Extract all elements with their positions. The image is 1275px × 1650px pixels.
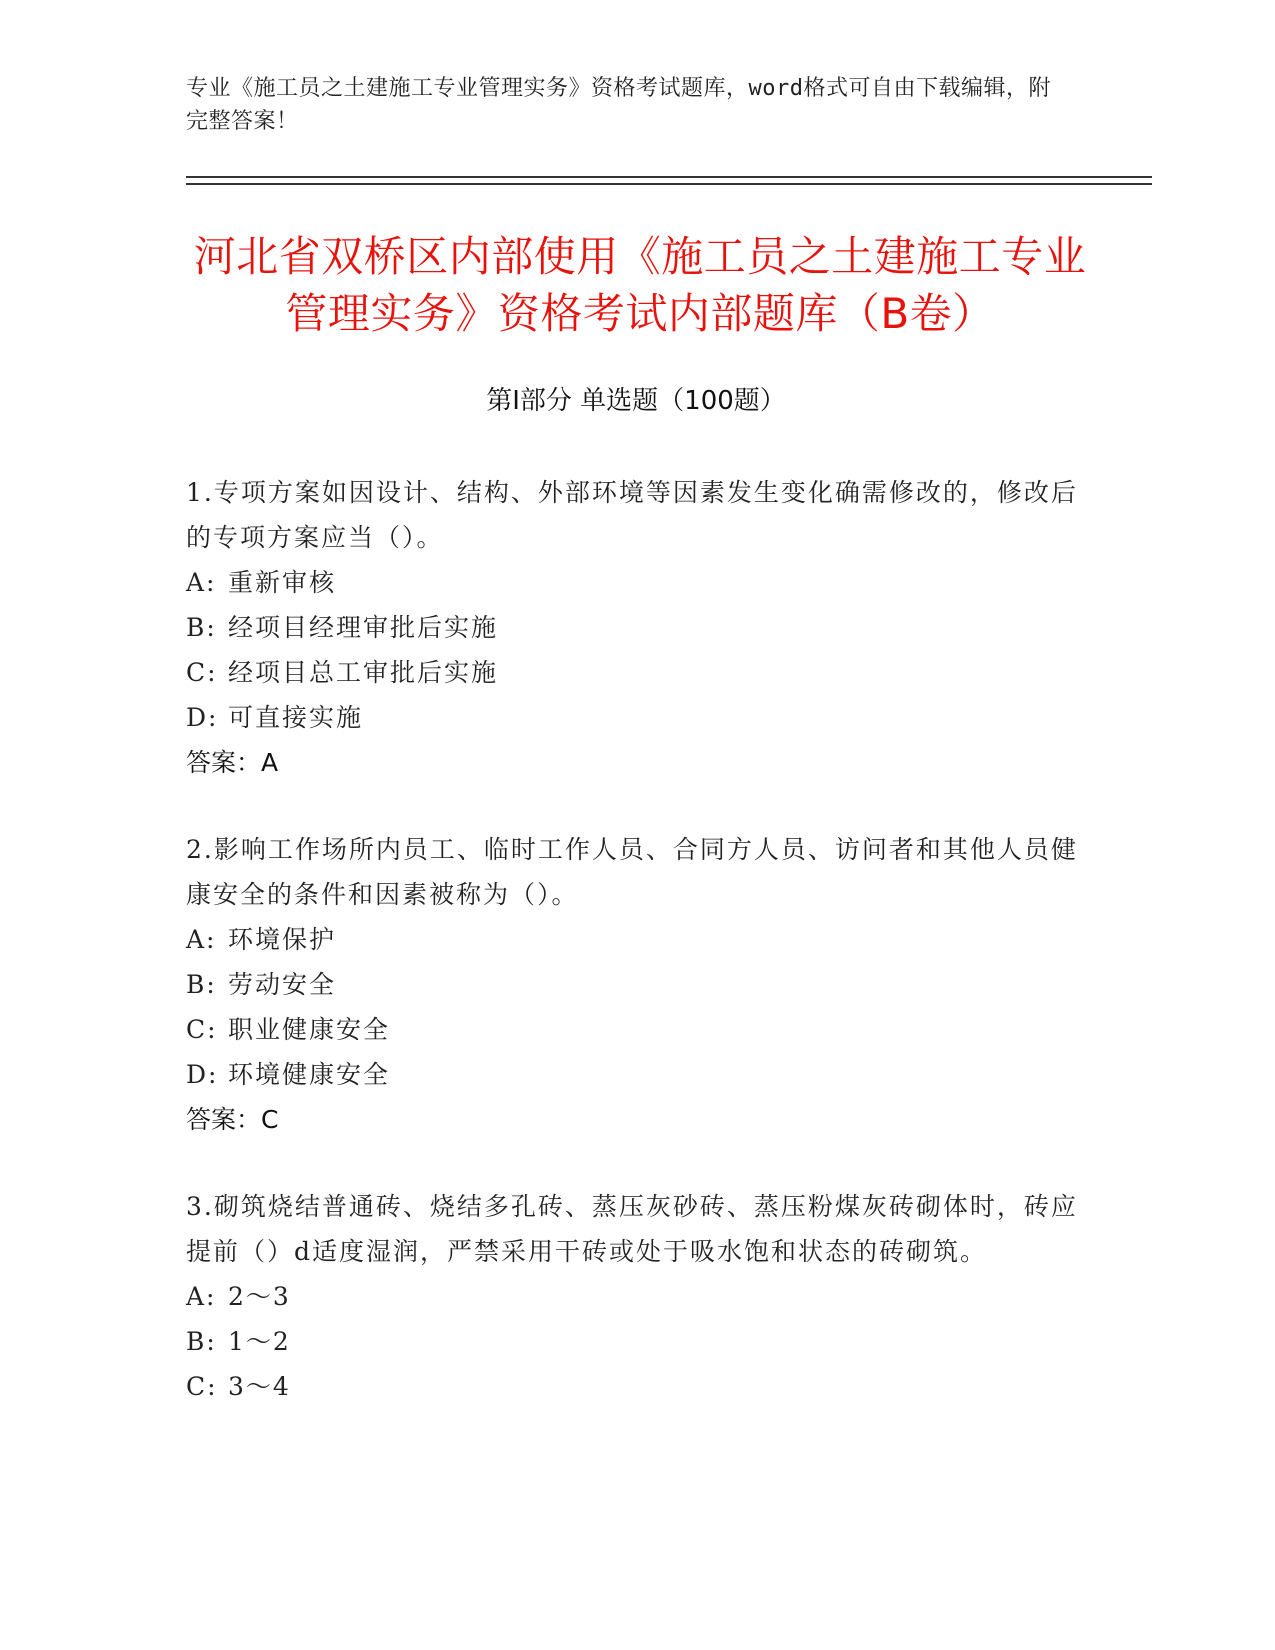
option-b	[186, 962, 1086, 1007]
option-a	[186, 1274, 1086, 1319]
document-title: 河北省双桥区内部使用《施工员之土建施工专业管理实务》资格考试内部题库（B卷）	[193, 232, 1087, 338]
question-1	[186, 470, 1086, 785]
option-text: 职业健康安全	[228, 1015, 391, 1044]
header-divider-top	[186, 176, 1152, 178]
question-stem: 1.专项方案如因设计、结构、外部环境等因素发生变化确需修改的，修改后的专项方案应当（）。	[186, 478, 1078, 552]
option-key: A:	[186, 925, 217, 954]
option-key: A:	[186, 1282, 217, 1311]
header-note: 专业《施工员之土建施工专业管理实务》资格考试题库，word格式可自由下载编辑，附完整答案！	[186, 76, 1051, 134]
option-text: 环境健康安全	[228, 1060, 391, 1089]
option-d	[186, 1052, 1086, 1097]
option-a	[186, 560, 1086, 605]
header-divider-bottom	[186, 183, 1152, 185]
option-key: B:	[186, 1327, 217, 1356]
answer-line: 答案：C	[186, 1105, 279, 1134]
answer-line: 答案：A	[186, 748, 279, 777]
option-b	[186, 605, 1086, 650]
section-title: 第Ⅰ部分 单选题（100题）	[486, 386, 786, 416]
option-c	[186, 1364, 1086, 1409]
option-text: 劳动安全	[228, 970, 337, 999]
option-key: C:	[186, 1015, 218, 1044]
option-d	[186, 695, 1086, 740]
option-text: 经项目经理审批后实施	[228, 613, 499, 642]
question-list	[186, 470, 1086, 1451]
option-text: 重新审核	[228, 568, 337, 597]
question-stem: 2.影响工作场所内员工、临时工作人员、合同方人员、访问者和其他人员健康安全的条件和因素被称为（）。	[186, 835, 1078, 909]
option-a	[186, 917, 1086, 962]
option-key: A:	[186, 568, 217, 597]
option-b	[186, 1319, 1086, 1364]
option-key: D:	[186, 703, 219, 732]
option-key: B:	[186, 613, 217, 642]
option-c	[186, 650, 1086, 695]
option-key: B:	[186, 970, 217, 999]
option-key: C:	[186, 1372, 218, 1401]
option-c	[186, 1007, 1086, 1052]
question-stem: 3.砌筑烧结普通砖、烧结多孔砖、蒸压灰砂砖、蒸压粉煤灰砖砌体时，砖应提前（）d适度湿润，严禁采用干砖或处于吸水饱和状态的砖砌筑。	[186, 1192, 1078, 1266]
question-2	[186, 827, 1086, 1142]
option-text: 可直接实施	[228, 703, 364, 732]
question-3	[186, 1184, 1086, 1409]
option-key: D:	[186, 1060, 219, 1089]
option-text: 1～2	[228, 1327, 291, 1356]
option-key: C:	[186, 658, 218, 687]
option-text: 环境保护	[228, 925, 337, 954]
option-text: 3～4	[228, 1372, 291, 1401]
option-text: 经项目总工审批后实施	[228, 658, 499, 687]
option-text: 2～3	[228, 1282, 291, 1311]
